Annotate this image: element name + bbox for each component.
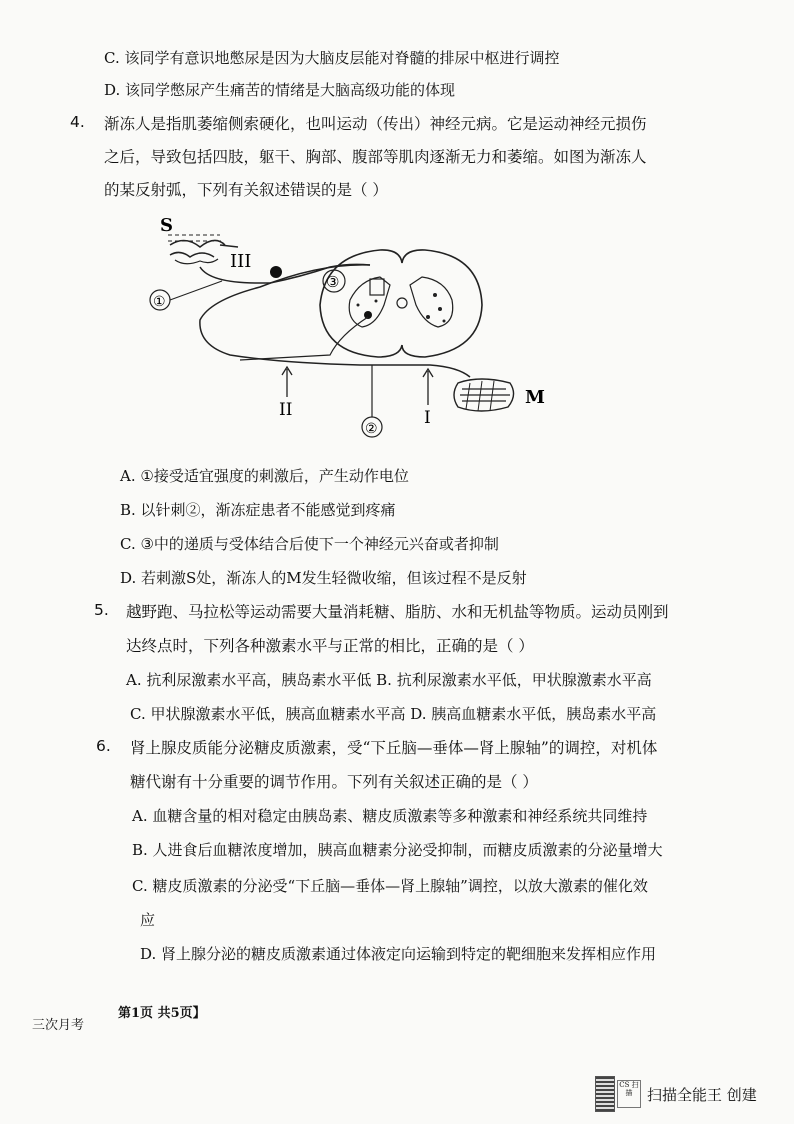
q5-stem-line2: 达终点时，下列各种激素水平与正常的相比，正确的是（ ） [126, 637, 534, 655]
q5-stem-line1: 越野跑、马拉松等运动需要大量消耗糖、脂肪、水和无机盐等物质。运动员刚到 [126, 603, 669, 621]
q4-option-d: D. 若刺激S处，渐冻人的M发生轻微收缩，但该过程不是反射 [120, 569, 527, 587]
arrow-ii [282, 367, 292, 397]
q6-number: 6. [96, 737, 111, 755]
q4-stem-line2: 之后，导致包括四肢，躯干、胸部、腹部等肌肉逐渐无力和萎缩。如图为渐冻人 [104, 148, 647, 166]
q4-number: 4. [70, 113, 85, 131]
q5-options-cd: C. 甲状腺激素水平低，胰高血糖素水平高 D. 胰高血糖素水平低，胰岛素水平高 [130, 705, 657, 723]
q6-option-c-line1: C. 糖皮质激素的分泌受“下丘脑—垂体—肾上腺轴”调控，以放大激素的催化效 [132, 877, 648, 895]
label-m: M [525, 387, 545, 408]
label-iii: III [230, 251, 252, 272]
reflex-arc-diagram [140, 205, 560, 445]
q6-option-b: B. 人进食后血糖浓度增加，胰高血糖素分泌受抑制，而糖皮质激素的分泌量增大 [132, 841, 663, 859]
q4-option-a: A. ①接受适宜强度的刺激后，产生动作电位 [120, 467, 409, 485]
scanner-brand-text: 扫描全能王 创建 [647, 1086, 757, 1104]
q3-option-c: C. 该同学有意识地憋尿是因为大脑皮层能对脊髓的排尿中枢进行调控 [104, 49, 560, 67]
marker-1-pointer [170, 281, 222, 300]
label-i: I [424, 408, 431, 428]
q4-option-b: B. 以针刺②，渐冻症患者不能感觉到疼痛 [120, 501, 396, 519]
q6-stem-line1: 肾上腺皮质能分泌糖皮质激素，受“下丘脑—垂体—肾上腺轴”的调控，对机体 [130, 739, 658, 757]
q4-stem-line3: 的某反射弧，下列有关叙述错误的是（ ） [104, 181, 388, 199]
label-s: S [160, 215, 173, 236]
receptor-s [168, 235, 238, 264]
q4-stem-line1: 渐冻人是指肌萎缩侧索硬化，也叫运动（传出）神经元病。它是运动神经元损伤 [104, 115, 647, 133]
qr-code-icon [595, 1076, 615, 1112]
arrow-i [423, 369, 433, 405]
q6-option-a: A. 血糖含量的相对稳定由胰岛素、糖皮质激素等多种激素和神经系统共同维持 [132, 807, 648, 825]
q6-stem-line2: 糖代谢有十分重要的调节作用。下列有关叙述正确的是（ ） [130, 773, 538, 791]
ganglion-cell-body [270, 266, 282, 278]
q4-option-c: C. ③中的递质与受体结合后使下一个神经元兴奋或者抑制 [120, 535, 499, 553]
label-circle-3: ③ [326, 273, 340, 291]
label-circle-2: ② [365, 421, 378, 437]
q6-option-c-line2: 应 [140, 911, 156, 929]
q5-number: 5. [94, 601, 109, 619]
label-ii: II [279, 400, 293, 420]
camscanner-logo: CS 扫描 [617, 1080, 641, 1108]
page-number-footer: 第1页 共5页】 [118, 1006, 206, 1021]
interneuron-path [240, 317, 368, 360]
q3-option-d: D. 该同学憋尿产生痛苦的情绪是大脑高级功能的体现 [104, 81, 456, 99]
effector-muscle-m [454, 379, 514, 411]
scanner-watermark [595, 1076, 775, 1112]
q6-option-d: D. 肾上腺分泌的糖皮质激素通过体液定向运输到特定的靶细胞来发挥相应作用 [140, 945, 657, 963]
q5-options-ab: A. 抗利尿激素水平高，胰岛素水平低 B. 抗利尿激素水平低，甲状腺激素水平高 [126, 671, 652, 689]
label-circle-1: ① [153, 294, 166, 310]
exam-name-footer: 三次月考 [32, 1018, 85, 1033]
